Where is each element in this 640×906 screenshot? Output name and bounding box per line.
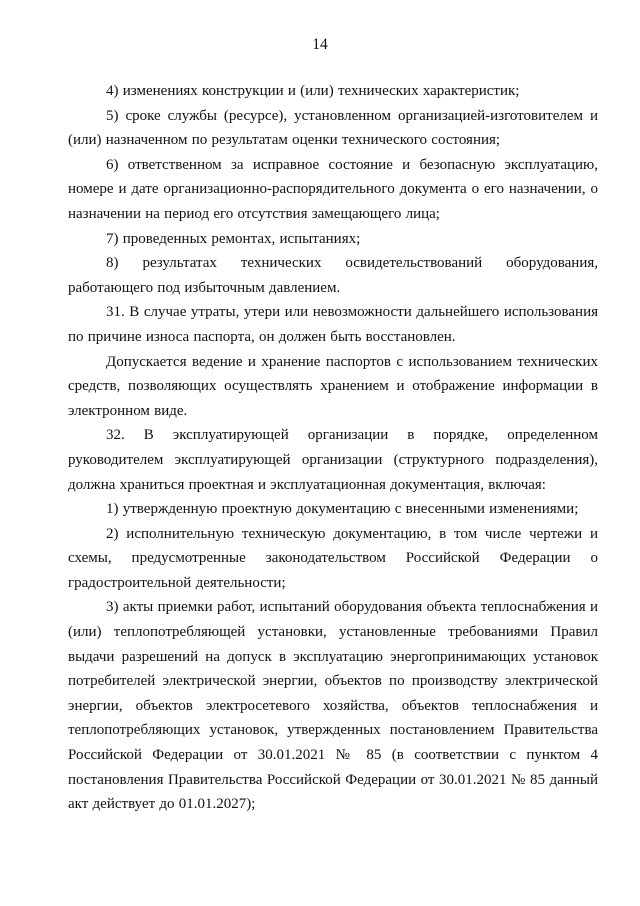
- paragraph-item-4-construction-changes: 4) изменениях конструкции и (или) технических характеристик;: [106, 83, 520, 99]
- paragraph-item-8-inspections: 8) результатах технических освидетельствований оборудования, работающего под избыточным давлением.: [68, 255, 598, 296]
- paragraph-item-6-responsible-person: 6) ответственном за исправное состояние и безопасную эксплуатацию, номере и дате организационно-распорядительного документа о его назначении, о назначении на период его отсутствия замещающего лица;: [68, 156, 598, 222]
- paragraph-clause-31: 31. В случае утраты, утери или невозможности дальнейшего использования по причине износа паспорта, он должен быть восстановлен.: [68, 304, 598, 345]
- paragraph-item-5-service-life: 5) сроке службы (ресурсе), установленном организацией-изготовителем и (или) назначенном по результатам оценки технического состояния;: [68, 107, 598, 149]
- paragraph-item-2-as-built-docs: 2) исполнительную техническую документацию, в том числе чертежи и схемы, предусмотренные законодательством Российской Федерации о градостроительной деятельности;: [68, 525, 598, 591]
- paragraph-item-7-repairs: 7) проведенных ремонтах, испытаниях;: [106, 230, 361, 247]
- paragraph-clause-32: 32. В эксплуатирующей организации в порядке, определенном руководителем эксплуатирующей организации (структурного подразделения), должна храниться проектная и эксплуатационная документация, включая:: [68, 427, 598, 493]
- paragraph-item-3-acceptance-acts: 3) акты приемки работ, испытаний оборудования объекта теплоснабжения и (или) теплопотребляющей установки, установленные требованиями Правил выдачи разрешений на допуск в эксплуатацию энергопринимающих установок потребителей электрической энергии, объектов по производству электрической энергии, объектов электросетевого хозяйства, объектов теплоснабжения и теплопотребляющих установок, утвержденных постановлением Правительства Российской Федерации от 30.01.2021 № 85 (в соответствии с пунктом 4 постановления Правительства Российской Федерации от 30.01.2021 № 85 данный акт действует до 01.01.2027);: [68, 599, 598, 813]
- page-number: 14: [312, 36, 328, 53]
- document-body: [68, 79, 598, 817]
- paragraph-electronic-passports: Допускается ведение и хранение паспортов с использованием технических средств, позволяющих осуществлять хранением и отображение информации в электронном виде.: [68, 353, 598, 419]
- paragraph-item-1-project-docs: 1) утвержденную проектную документацию с внесенными изменениями;: [106, 501, 579, 518]
